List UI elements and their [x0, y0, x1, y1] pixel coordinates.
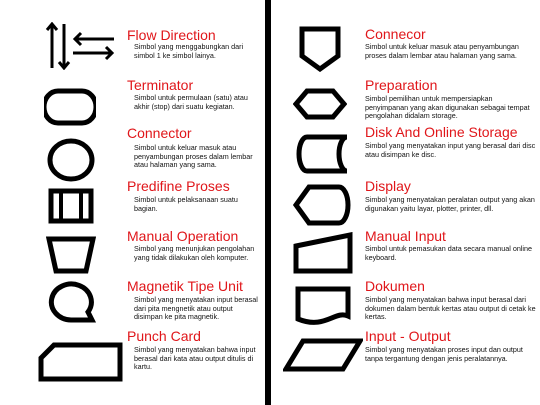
document-icon — [295, 286, 351, 328]
terminator-icon — [44, 87, 96, 127]
item-title: Disk And Online Storage — [365, 124, 518, 140]
item-description: Simbol yang menyatakan input yang berasal dari disc atau disimpan ke disc. — [365, 141, 536, 159]
item-description: Simbol yang menunjukan pengolahan yang tidak dilakukan oleh komputer. — [134, 244, 255, 262]
magnetic-tape-icon — [44, 280, 98, 324]
item-title: Display — [365, 178, 411, 194]
item-description: Simbol yang menyatakan bahwa input berasal dari dokumen dalam bentuk kertas atau output di cetak ke kertas. — [365, 295, 536, 322]
item-description: Simbol yang menyatakan proses input dan output tanpa tergantung dengan jenis peralatannya. — [365, 345, 523, 363]
item-title: Flow Direction — [127, 27, 216, 43]
item-title: Magnetik Tipe Unit — [127, 278, 243, 294]
item-title: Punch Card — [127, 328, 201, 344]
preparation-hexagon-icon — [293, 88, 347, 120]
item-description: Simbol yang menggabungkan dari simbol 1 ke simbol lainya. — [134, 42, 244, 60]
connector-circle-icon — [46, 137, 96, 183]
item-title: Input - Output — [365, 328, 451, 344]
item-description: Simbol untuk pemasukan data secara manual online keyboard. — [365, 244, 533, 262]
manual-input-icon — [293, 232, 353, 274]
item-title: Dokumen — [365, 278, 425, 294]
disk-storage-icon — [295, 134, 351, 174]
item-description: Simbol untuk pelaksanaan suatu bagian. — [134, 195, 238, 213]
manual-operation-icon — [46, 236, 96, 274]
item-title: Connecor — [365, 26, 426, 42]
item-description: Simbol untuk permulaan (satu) atau akhir (stop) dari suatu kegiatan. — [134, 93, 248, 111]
input-output-parallelogram-icon — [283, 338, 363, 372]
item-title: Preparation — [365, 77, 438, 93]
item-title: Manual Operation — [127, 228, 239, 244]
item-description: Simbol pemilihan untuk mempersiapkan penyimpanan yang akan digunakan sebagai tempat pengolahan didalam storage. — [365, 94, 530, 121]
display-icon — [293, 184, 351, 226]
item-title: Terminator — [127, 77, 194, 93]
right-column — [271, 0, 540, 405]
off-page-connector-icon — [299, 26, 341, 72]
punch-card-icon — [38, 342, 124, 382]
flow-direction-arrows-icon — [44, 22, 116, 70]
item-description: Simbol untuk keluar masuk atau penyambungan proses dalam lembar atau halaman yang sama. — [134, 143, 253, 170]
item-title: Connector — [127, 125, 192, 141]
left-column — [0, 0, 265, 405]
item-description: Simbol yang menyatakan input berasal dari pita mengnetik atau output disimpan ke pita magnetik. — [134, 295, 258, 322]
item-title: Manual Input — [365, 228, 446, 244]
predefined-process-icon — [48, 188, 94, 224]
item-description: Simbol yang menyatakan bahwa input berasal dari kata atau output ditulis di kartu. — [134, 345, 256, 372]
item-description: Simbol yang menyatakan peralatan output yang akan digunakan yaitu layar, plotter, printer, dll. — [365, 195, 535, 213]
item-description: Simbol untuk keluar masuk atau penyambungan proses dalam lembar atau halaman yang sama. — [365, 42, 519, 60]
item-title: Predifine Proses — [127, 178, 230, 194]
